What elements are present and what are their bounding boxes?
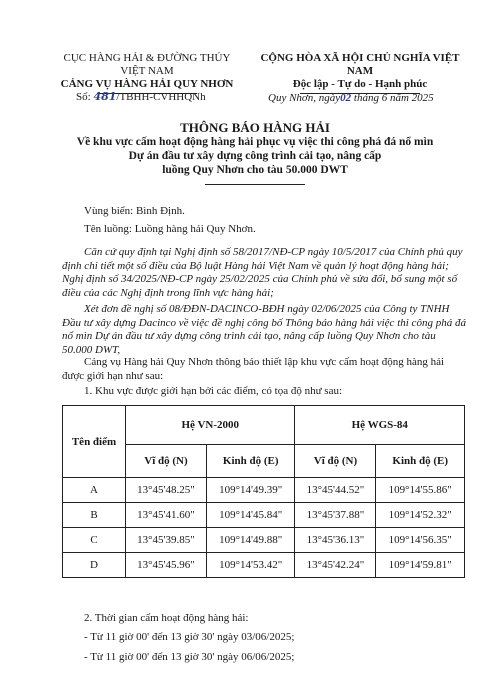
notice-subtitle	[40, 135, 470, 177]
vn-latitude: 13°45'48.25"	[126, 478, 207, 503]
date-month: 6	[381, 92, 388, 104]
wgs-longitude: 109°14'56.35"	[376, 528, 465, 553]
point-name: A	[63, 478, 126, 503]
sea-area-line: Vùng biển: Bình Định.	[84, 205, 185, 217]
wgs-latitude: 13°45'44.52"	[295, 478, 376, 503]
agency-name: CẢNG VỤ HÀNG HẢI QUY NHƠN	[60, 78, 234, 90]
country-name: CỘNG HÒA XÃ HỘI CHỦ NGHĨA VIỆT NAM	[260, 52, 460, 77]
point-name: B	[63, 503, 126, 528]
issue-date	[268, 92, 434, 104]
point-name: D	[63, 553, 126, 578]
vn-longitude: 109°14'49.39"	[206, 478, 295, 503]
subtitle-line-3: luồng Quy Nhơn cho tàu 50.000 DWT	[162, 164, 348, 176]
date-month-word: tháng	[353, 92, 379, 104]
doc-number-handwritten: 481	[93, 90, 117, 103]
announcement-paragraph: Cảng vụ Hàng hải Quy Nhơn thông báo thiết lập khu vực cấm hoạt động hàng hải được giới hạn như sau:	[62, 356, 445, 382]
document-number	[76, 90, 206, 103]
header-wgs-lat: Vĩ độ (N)	[295, 445, 376, 478]
item-1-heading: 1. Khu vực được giới hạn bởi các điểm, có tọa độ như sau:	[84, 385, 343, 397]
date-prefix: Quy Nhơn, ngày	[268, 92, 341, 104]
national-header-block	[255, 52, 465, 94]
header-point-name: Tên điểm	[63, 406, 126, 478]
ban-period-2: - Từ 11 giờ 00' đến 13 giờ 30' ngày 06/06/2025;	[84, 651, 295, 663]
subtitle-line-2: Dự án đầu tư xây dựng công trình cải tạo, nâng cấp	[128, 150, 382, 162]
agency-line-1: CỤC HÀNG HẢI & ĐƯỜNG THỦY	[63, 52, 231, 64]
legal-basis-1: Căn cứ quy định tại Nghị định số 58/2017/NĐ-CP ngày 10/5/2017 của Chính phủ quy định chi tiết một số điều của Bộ luật Hàng hải Việt Nam về quản lý hoạt động hàng hải; Nghị định số 34/2025/NĐ-CP ngày 25/02/2025 của Chính phủ về sửa đổi, bổ sung một số điều của các Nghị định trong lĩnh vực hàng hải;	[62, 246, 463, 299]
table-row	[63, 478, 465, 503]
table-row	[63, 503, 465, 528]
table-row	[63, 553, 465, 578]
vn-longitude: 109°14'53.42"	[206, 553, 295, 578]
item-2-heading: 2. Thời gian cấm hoạt động hàng hải:	[84, 612, 249, 624]
subtitle-line-1: Về khu vực cấm hoạt động hàng hải phục vụ việc thi công phá đá nổ mìn	[76, 136, 434, 148]
channel-line: Tên luồng: Luồng hàng hải Quy Nhơn.	[84, 223, 256, 235]
issuing-agency-block	[52, 52, 242, 94]
wgs-latitude: 13°45'42.24"	[295, 553, 376, 578]
notice-title: THÔNG BÁO HÀNG HẢI	[180, 120, 330, 135]
agency-line-2: VIỆT NAM	[120, 65, 174, 77]
wgs-latitude: 13°45'36.13"	[295, 528, 376, 553]
wgs-longitude: 109°14'55.86"	[376, 478, 465, 503]
title-underline	[205, 184, 305, 185]
vn-latitude: 13°45'41.60"	[126, 503, 207, 528]
doc-number-suffix: /TBHH-CVHHQNh	[116, 91, 206, 103]
vn-latitude: 13°45'39.85"	[126, 528, 207, 553]
header-vn2000: Hệ VN-2000	[126, 406, 295, 445]
vn-longitude: 109°14'49.88"	[206, 528, 295, 553]
doc-number-prefix: Số:	[76, 91, 91, 103]
coordinates-table	[62, 405, 465, 578]
vn-latitude: 13°45'45.96"	[126, 553, 207, 578]
header-wgs-lon: Kinh độ (E)	[376, 445, 465, 478]
date-year: năm 2025	[389, 92, 434, 104]
vn-longitude: 109°14'45.84"	[206, 503, 295, 528]
wgs-latitude: 13°45'37.88"	[295, 503, 376, 528]
date-day-handwritten: 02	[340, 92, 352, 104]
header-vn-lat: Vĩ độ (N)	[126, 445, 207, 478]
legal-basis-2: Xét đơn đề nghị số 08/ĐĐN-DACINCO-BĐH ngày 02/06/2025 của Công ty TNHH Đầu tư xây dựng Dacinco về việc đề nghị công bố Thông báo hàng hải việc thi công phá đá nổ mìn Dự án đầu tư xây dựng công trình cải tạo, nâng cấp luồng Quy Nhơn cho tàu 50.000 DWT,	[62, 303, 466, 356]
ban-period-1: - Từ 11 giờ 00' đến 13 giờ 30' ngày 03/06/2025;	[84, 631, 295, 643]
table-row	[63, 528, 465, 553]
header-vn-lon: Kinh độ (E)	[206, 445, 295, 478]
wgs-longitude: 109°14'59.81"	[376, 553, 465, 578]
national-motto: Độc lập - Tự do - Hạnh phúc	[292, 78, 428, 90]
point-name: C	[63, 528, 126, 553]
header-wgs84: Hệ WGS-84	[295, 406, 465, 445]
wgs-longitude: 109°14'52.32"	[376, 503, 465, 528]
table-header-row	[63, 406, 465, 445]
